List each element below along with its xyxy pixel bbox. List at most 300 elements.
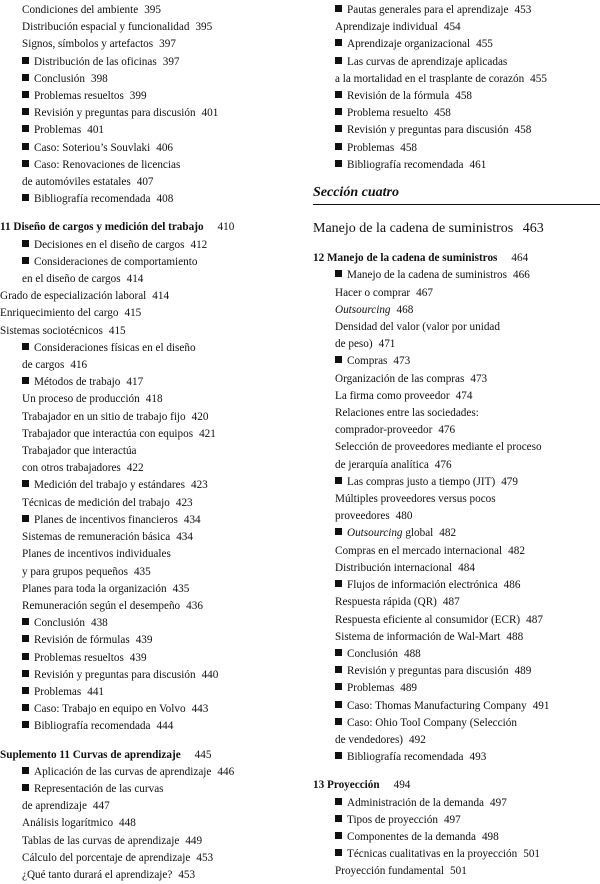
toc-entry-page: 486 [503,579,521,592]
toc-entry-text: Planes de incentivos financieros [34,513,178,526]
toc-entry [0,632,292,649]
bullet-square-icon [335,125,342,132]
bullet-square-icon [22,377,29,384]
toc-entry-page: 449 [185,834,203,847]
toc-entry-text: Sistemas de remuneración básica [22,531,171,544]
toc-chapter [0,219,292,236]
toc-entry-text: Bibliografía recomendada [34,193,151,206]
toc-entry [0,323,292,340]
bullet-square-icon [335,649,342,656]
toc-entry-text: Conclusión [34,617,85,630]
toc-entry [313,680,600,697]
toc-entry-text: Signos, símbolos y artefactos [22,38,154,51]
toc-entry [0,409,292,426]
toc-entry-page: 414 [152,290,170,303]
toc-entry [0,581,292,598]
toc-entry-text: Revisión de fórmulas [34,634,130,647]
toc-entry-page: 443 [191,703,209,716]
toc-entry [313,863,600,880]
toc-entry-text: Representación de las curvas [34,782,164,795]
toc-entry-page: 501 [523,848,540,861]
bullet-square-icon [22,91,29,98]
toc-entry [0,288,292,305]
bullet-square-icon [22,670,29,677]
toc-entry-text: y para grupos pequeños [22,565,128,578]
toc-entry [0,850,292,867]
toc-entry-page: 408 [156,193,174,206]
toc-entry [0,36,292,53]
toc-entry-text: Problemas [34,685,82,698]
toc-entry-page: 415 [124,307,142,320]
toc-entry [0,340,292,357]
toc-entry [313,612,600,629]
bullet-square-icon [335,270,342,277]
bullet-square-icon [335,356,342,363]
bullet-square-icon [22,74,29,81]
toc-entry-text: Proyección fundamental [335,865,445,878]
toc-entry [0,867,292,884]
toc-entry-page: 439 [129,651,147,664]
right-column [313,2,600,881]
toc-entry-text: Problemas [34,124,82,137]
toc-entry [0,684,292,701]
toc-entry-page: 471 [378,338,396,351]
toc-entry-text: Distribución internacional [335,561,453,574]
toc-entry [313,749,600,766]
toc-entry-text: 12 Manejo de la cadena de suministros [313,252,498,265]
bullet-square-icon [335,477,342,484]
toc-entry-text: Pautas generales para el aprendizaje [347,4,509,16]
toc-entry-page: 501 [450,865,467,878]
toc-entry [313,439,600,456]
toc-entry-text: Planes para toda la organización [22,582,167,595]
toc-entry [0,305,292,322]
toc-entry-text: Sistemas sociotécnicos [0,324,103,337]
bullet-square-icon [335,683,342,690]
toc-entry [0,477,292,494]
toc-entry-text: Outsourcing [347,527,403,540]
toc-entry-text: Distribución de las oficinas [34,55,157,68]
toc-entry [313,508,600,525]
toc-entry-text: Análisis logarítmico [22,817,114,830]
toc-entry-page: 455 [530,72,547,85]
bullet-square-icon [335,5,342,12]
bullet-square-icon [22,343,29,350]
section-title-page: 463 [522,221,544,237]
toc-entry-text: Aprendizaje organizacional [347,38,471,51]
toc-entry-page: 453 [178,868,196,881]
toc-entry [0,157,292,174]
toc-entry [313,422,600,439]
toc-entry-page: 439 [135,634,153,647]
toc-entry-page: 467 [416,286,433,299]
toc-entry-page: 416 [70,359,88,372]
bullet-square-icon [22,635,29,642]
toc-entry-text: Problemas [347,682,395,695]
toc-entry [0,122,292,139]
toc-entry-text-suffix: global [402,527,434,540]
toc-entry-page: 458 [514,124,532,137]
toc-entry-text: Compras [347,355,388,368]
toc-entry-text: Respuesta rápida (QR) [335,596,437,609]
toc-entry-page: 445 [194,748,212,761]
toc-entry [313,846,600,863]
toc-entry [0,271,292,288]
toc-entry-page: 497 [490,796,507,809]
toc-entry-text: comprador-proveedor [335,424,433,437]
toc-entry-page: 401 [201,107,219,120]
toc-entry-page: 415 [108,324,126,337]
toc-entry-text: Outsourcing [335,303,391,316]
toc-entry-text: Distribución espacial y funcionalidad [22,21,190,34]
toc-entry [313,122,600,139]
toc-entry-text: Trabajador que interactúa [22,445,137,458]
toc-entry-page: 395 [195,21,213,34]
toc-entry-text: Bibliografía recomendada [347,751,464,764]
toc-entry-page: 492 [409,733,426,746]
toc-entry-text: Revisión y preguntas para discusión [34,107,196,120]
toc-entry-text: Problema resuelto [347,107,429,120]
toc-entry-page: 397 [162,55,180,68]
toc-entry-text: Problemas resueltos [34,651,124,664]
toc-entry [313,353,600,370]
toc-entry [313,336,600,353]
toc-entry-page: 418 [145,393,163,406]
toc-chapter [313,777,600,794]
toc-entry-text: 13 Proyección [313,779,380,792]
toc-entry [313,88,600,105]
toc-entry-page: 491 [532,699,550,712]
toc-entry [313,491,600,508]
toc-entry-text: Trabajador que interactúa con equipos [22,427,194,440]
toc-entry [313,577,600,594]
toc-entry-page: 484 [458,561,475,574]
toc-entry [0,798,292,815]
bullet-square-icon [22,480,29,487]
toc-entry [0,254,292,271]
toc-entry-page: 461 [469,158,487,171]
toc-entry-page: 417 [126,376,144,389]
bullet-square-icon [335,752,342,759]
toc-chapter [313,250,600,267]
section-header: Sección cuatro [313,178,600,205]
toc-entry-page: 434 [183,513,201,526]
toc-entry [313,715,600,732]
bullet-square-icon [335,108,342,115]
toc-entry-page: 476 [438,424,456,437]
toc-entry-text: Respuesta eficiente al consumidor (ECR) [335,613,521,626]
bullet-square-icon [335,160,342,167]
bullet-square-icon [335,528,342,535]
toc-entry-text: Revisión de la fórmula [347,90,450,103]
toc-entry [0,815,292,832]
toc-entry-text: Caso: Ohio Tool Company (Selección [347,716,517,729]
toc-entry-page: 468 [396,303,414,316]
toc-entry [0,650,292,667]
toc-entry [0,54,292,71]
toc-entry-page: 479 [501,475,518,488]
toc-entry-text: Bibliografía recomendada [34,720,151,733]
toc-entry-text: Técnicas de medición del trabajo [22,496,170,509]
toc-entry-page: 398 [90,72,108,85]
toc-entry [0,237,292,254]
toc-entry-page: 474 [455,389,473,402]
toc-entry-text: Administración de la demanda [347,796,485,809]
toc-entry [313,71,600,88]
toc-entry-text: Métodos de trabajo [34,376,121,389]
bullet-square-icon [22,108,29,115]
bullet-square-icon [335,798,342,805]
toc-entry [0,615,292,632]
toc-entry-text: Un proceso de producción [22,393,140,406]
toc-entry [0,443,292,460]
toc-entry-text: Planes de incentivos individuales [22,548,171,561]
toc-entry-page: 435 [133,565,151,578]
toc-entry-page: 488 [403,647,421,660]
toc-entry [0,19,292,36]
toc-entry-text: Las compras justo a tiempo (JIT) [347,475,496,488]
bullet-square-icon [335,666,342,673]
toc-entry-text: de jerarquía analítica [335,458,429,471]
toc-entry-page: 422 [126,462,144,475]
toc-entry-text: Problemas [347,141,395,154]
toc-entry-page: 473 [393,355,411,368]
toc-entry [313,319,600,336]
toc-entry-page: 397 [159,38,176,51]
section-title-text: Manejo de la cadena de suministros [313,221,514,237]
toc-entry [313,302,600,319]
bullet-square-icon [22,57,29,64]
toc-entry-text: Las curvas de aprendizaje aplicadas [347,55,508,68]
toc-entry [0,460,292,477]
toc-entry-page: 447 [92,800,110,813]
toc-entry-text: de peso) [335,338,373,351]
toc-entry-page: 498 [481,830,499,843]
toc-entry-page: 412 [190,238,208,251]
toc-entry-text: Enriquecimiento del cargo [0,307,119,320]
toc-entry-page: 421 [199,427,216,440]
toc-entry-page: 407 [136,176,154,189]
toc-entry [0,88,292,105]
toc-entry-page: 399 [129,90,147,103]
toc-entry [0,781,292,798]
toc-entry-page: 488 [506,630,524,643]
toc-entry [313,140,600,157]
toc-entry [0,174,292,191]
bullet-square-icon [335,39,342,46]
toc-entry-page: 395 [144,4,161,16]
toc-entry-text: Consideraciones físicas en el diseño [34,341,196,354]
toc-entry-text: Tablas de las curvas de aprendizaje [22,834,180,847]
toc-entry [313,405,600,422]
toc-entry [313,812,600,829]
toc-entry-page: 444 [156,720,174,733]
toc-entry [313,157,600,174]
toc-entry-text: Problemas resueltos [34,90,124,103]
bullet-square-icon [22,721,29,728]
bullet-square-icon [22,515,29,522]
bullet-square-icon [22,704,29,711]
toc-entry [313,474,600,491]
toc-entry [0,564,292,581]
toc-entry [313,646,600,663]
toc-entry [0,764,292,781]
toc-entry [0,546,292,563]
toc-entry-text: de automóviles estatales [22,176,131,189]
toc-entry-page: 489 [514,665,532,678]
toc-entry [313,594,600,611]
toc-chapter [0,747,292,764]
toc-entry-text: Conclusión [347,647,398,660]
toc-entry-page: 464 [511,252,529,265]
toc-entry-text: Flujos de información electrónica [347,579,498,592]
toc-entry-text: proveedores [335,510,390,523]
toc-entry-text: de vendedores) [335,733,404,746]
toc-entry [313,543,600,560]
toc-entry-page: 493 [469,751,487,764]
toc-entry [0,833,292,850]
toc-entry [313,267,600,284]
bullet-square-icon [335,832,342,839]
bullet-square-icon [335,143,342,150]
toc-entry-text: Organización de las compras [335,372,465,385]
toc-entry-text: Tipos de proyección [347,813,438,826]
toc-entry-page: 414 [126,273,144,286]
toc-entry [0,105,292,122]
toc-entry-page: 458 [434,107,451,120]
toc-entry [313,19,600,36]
toc-entry-text: Remuneración según el desempeño [22,599,181,612]
toc-entry-page: 453 [514,4,532,16]
toc-entry [0,357,292,374]
toc-entry [313,2,600,19]
toc-entry [0,529,292,546]
toc-entry [0,495,292,512]
bullet-square-icon [335,91,342,98]
toc-entry-text: 11 Diseño de cargos y medición del trabajo [0,221,204,234]
toc-entry-page: 458 [455,90,472,103]
toc-entry-page: 446 [217,765,235,778]
toc-entry-page: 423 [190,479,208,492]
toc-entry-page: 482 [439,527,457,540]
toc-entry [0,140,292,157]
bullet-square-icon [335,718,342,725]
toc-entry-text: Revisión y preguntas para discusión [347,124,509,137]
toc-entry-text: Múltiples proveedores versus pocos [335,493,496,506]
toc-entry [0,701,292,718]
toc-entry-page: 489 [400,682,418,695]
toc-entry [313,388,600,405]
toc-entry-text: Selección de proveedores mediante el proceso [335,441,542,454]
toc-entry-page: 448 [119,817,136,830]
toc-entry-page: 466 [513,269,530,282]
toc-entry-text: Compras en el mercado internacional [335,544,503,557]
section-title [313,219,600,239]
bullet-square-icon [22,687,29,694]
bullet-square-icon [22,160,29,167]
toc-entry-page: 435 [172,582,190,595]
toc-entry-page: 482 [508,544,525,557]
bullet-square-icon [22,784,29,791]
bullet-square-icon [22,194,29,201]
toc-entry-text: Revisión y preguntas para discusión [347,665,509,678]
toc-entry-page: 454 [443,21,461,34]
toc-entry-text: Condiciones del ambiente [22,4,139,16]
toc-entry-text: Consideraciones de comportamiento [34,255,198,268]
toc-entry-text: de cargos [22,359,65,372]
toc-entry-text: Cálculo del porcentaje de aprendizaje [22,851,191,864]
toc-entry-text: Caso: Soteriou’s Souvlaki [34,141,151,154]
toc-entry-page: 438 [90,617,108,630]
bullet-square-icon [335,849,342,856]
toc-entry-text: en el diseño de cargos [22,273,121,286]
toc-entry-text: a la mortalidad en el trasplante de corazón [335,72,525,85]
toc-entry-page: 458 [400,141,418,154]
toc-entry [313,732,600,749]
bullet-square-icon [22,143,29,150]
bullet-square-icon [335,580,342,587]
right-top-list [313,2,600,174]
toc-entry [313,285,600,302]
toc-entry-page: 487 [442,596,460,609]
toc-entry-text: Hacer o comprar [335,286,411,299]
toc-entry [313,795,600,812]
toc-entry-page: 434 [176,531,193,544]
toc-entry [313,698,600,715]
bullet-square-icon [22,653,29,660]
toc-entry [313,36,600,53]
toc-entry [313,560,600,577]
bullet-square-icon [22,767,29,774]
toc-entry [0,718,292,735]
toc-entry-text: Caso: Trabajo en equipo en Volvo [34,703,186,716]
toc-entry-page: 420 [191,410,209,423]
toc-entry-text: Componentes de la demanda [347,830,476,843]
toc-entry-page: 455 [476,38,493,51]
bullet-square-icon [22,125,29,132]
toc-entry [0,512,292,529]
toc-entry-text: ¿Qué tanto durará el aprendizaje? [22,868,173,881]
toc-entry [313,829,600,846]
toc-entry [0,426,292,443]
toc-entry [313,371,600,388]
toc-entry-text: Decisiones en el diseño de cargos [34,238,185,251]
toc-entry [0,2,292,19]
toc-entry-text: con otros trabajadores [22,462,121,475]
toc-entry-page: 410 [217,221,235,234]
toc-entry-page: 423 [175,496,193,509]
toc-entry [313,525,600,542]
toc-entry-text: Caso: Thomas Manufacturing Company [347,699,527,712]
toc-entry [0,191,292,208]
toc-entry-page: 440 [201,668,219,681]
toc-entry-text: Grado de especialización laboral [0,290,147,303]
toc-entry [0,598,292,615]
bullet-square-icon [22,618,29,625]
toc-entry [313,457,600,474]
toc-entry [0,667,292,684]
toc-entry-text: Suplemento 11 Curvas de aprendizaje [0,748,181,761]
toc-entry-text: Revisión y preguntas para discusión [34,668,196,681]
toc-entry [313,629,600,646]
toc-entry [0,71,292,88]
toc-entry [313,54,600,71]
toc-entry-text: Densidad del valor (valor por unidad [335,321,500,334]
toc-entry-text: Técnicas cualitativas en la proyección [347,848,518,861]
toc-entry [313,105,600,122]
toc-entry-page: 494 [393,779,411,792]
toc-entry-page: 401 [87,124,105,137]
